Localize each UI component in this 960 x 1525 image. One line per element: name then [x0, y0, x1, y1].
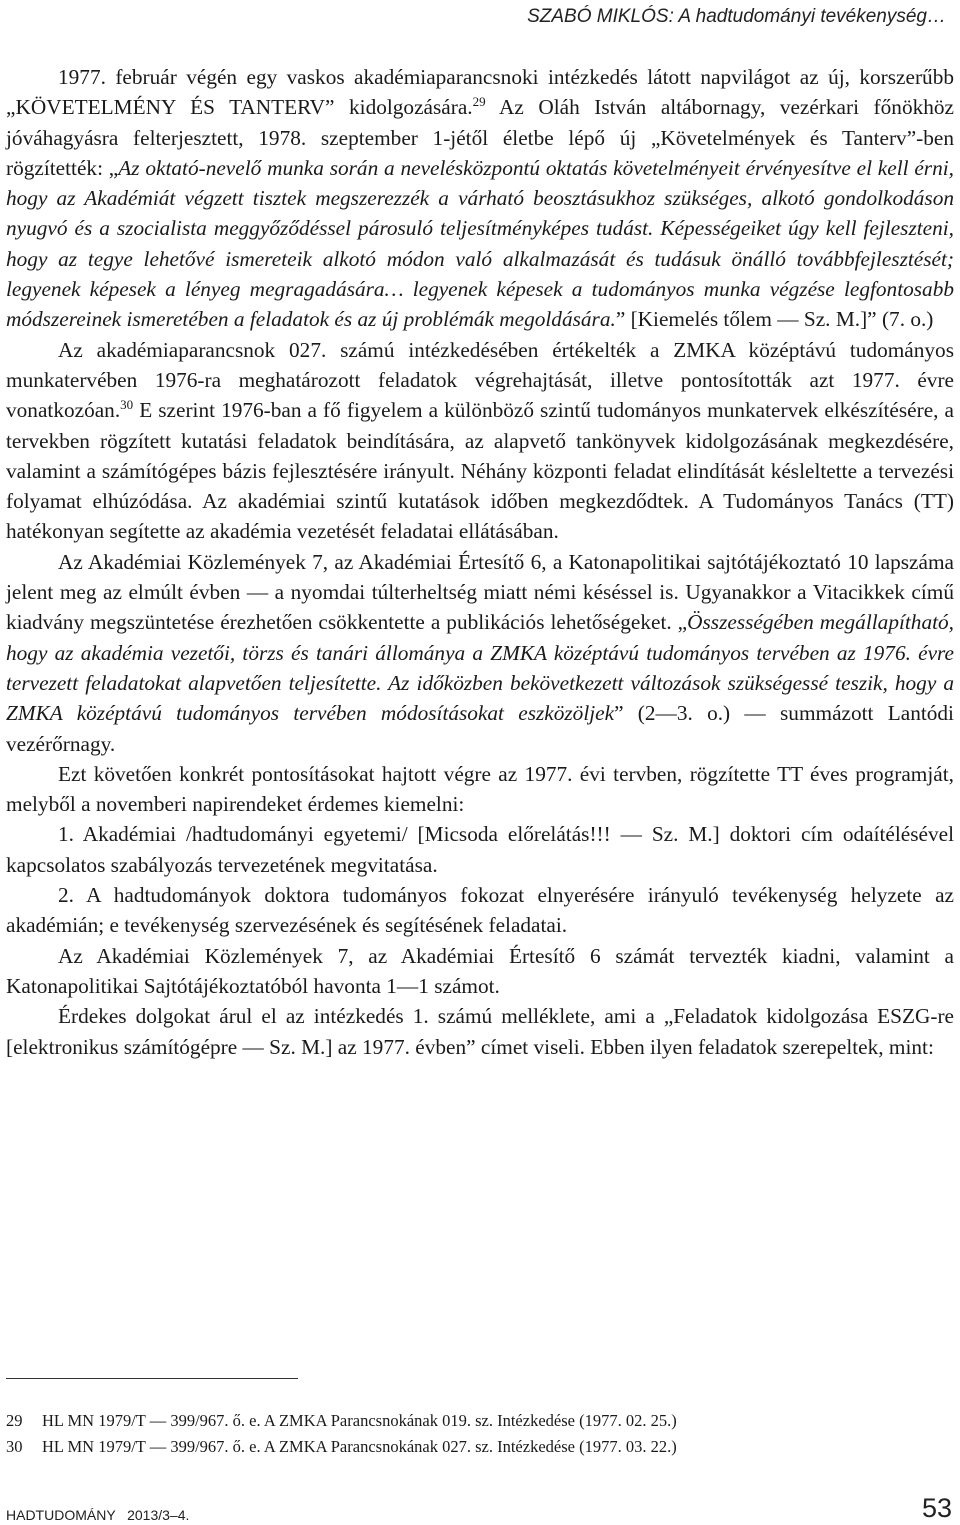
p3-text-a: Az Akadémiai Közlemények 7, az Akadémiai Értesítő 6, a Katonapolitikai sajtótájékoztató 10 lapszáma jelent meg az elmúlt évben — a nyomdai túlterheltség miatt némi késéssel is. Ugyanakkor a Vitacikkek című kiadvány megszüntetése érezhetően csökkentette a publikációs lehetőségeket. „ — [6, 549, 954, 635]
footnote-ref-29[interactable]: 29 — [472, 94, 486, 110]
footnote-number: 29 — [6, 1411, 23, 1430]
p1-italic-quote: Az oktató-nevelő munka során a nevelésközpontú oktatás követelményeit érvényesítve el kell érni, hogy az Akadémiát végzett tisztek megszerezzék a várható beosztásukhoz szükséges, alkotó gondolkodáson nyugvó és a szocialista meggyőződéssel párosuló teljesítményképes tudást. Képességeiket úgy kell fejleszteni, hogy az tegye lehetővé ismereteik alkotó módon való alkalmazását és tudásuk önálló továbbfejlesztését; legyenek képesek a lényeg megragadására… legyenek képesek a tudományos munka végzése legfontosabb módszereinek ismeretében a feladatok és az új problémák megoldására. — [6, 155, 954, 332]
paragraph-7: Az Akadémiai Közlemények 7, az Akadémiai Értesítő 6 számát tervezték kiadni, valamint a Katonapolitikai Sajtótájékoztatóból havonta 1—1 számot. — [6, 943, 954, 998]
running-head: SZABÓ MIKLÓS: A hadtudományi tevékenység… — [527, 6, 946, 27]
p1-text-a: 1977. február végén egy vaskos akadémiaparancsnoki intézkedés látott napvilágot az új, korszerűbb „KÖVETELMÉNY ÉS TANTERV” kidolgozására. — [6, 65, 954, 120]
p3-italic-quote: Összességében megállapítható, hogy az akadémia vezetői, törzs és tanári állománya a ZMKA középtávú tudományos tervében az 1976. évre tervezett feladatokat alapvetően teljesítette. Az időközben bekövetkezett változások szükségessé teszik, hogy a ZMKA középtávú tudományos tervében módosításokat eszközöljek — [6, 610, 954, 726]
footnote-30 — [6, 1434, 954, 1460]
p2-text-a: Az akadémiaparancsnok 027. számú intézkedésében értékelték a ZMKA középtávú tudományos munkatervében 1976-ra meghatározott feladatok végrehajtását, illetve pontosították azt 1977. évre vonatkozóan. — [6, 337, 954, 423]
paragraph-4: Ezt követően konkrét pontosításokat hajtott végre az 1977. évi tervben, rögzítette TT éves programját, melyből a novemberi napirendeket érdemes kiemelni: — [6, 761, 954, 817]
p1-text-b: Az Oláh István altábornagy, vezérkari főnökhöz jóváhagyásra felterjesztett, 1978. szeptember 1-jétől életbe lépő új „Követelmények és Tanterv”-ben rögzítették: „ — [6, 95, 954, 180]
paragraph-3 — [6, 547, 954, 759]
footnotes — [6, 1408, 954, 1460]
footnote-text: HL MN 1979/T — 399/967. ő. e. A ZMKA Parancsnokának 019. sz. Intézkedése (1977. 02. 25.) — [42, 1411, 677, 1430]
footnote-number: 30 — [6, 1437, 23, 1456]
list-item-1: 1. Akadémiai /hadtudományi egyetemi/ [Micsoda előrelátás!!! — Sz. M.] doktori cím odaítélésével kapcsolatos szabályozás tervezetének megvitatása. — [6, 822, 954, 877]
page-number: 53 — [921, 1493, 952, 1523]
p3-text-b: ” (2—3. o.) — summázott Lantódi vezérőrnagy. — [6, 701, 954, 756]
body-text — [6, 62, 954, 1062]
list-item-2: 2. A hadtudományok doktora tudományos fokozat elnyerésére irányuló tevékenység helyzete az akadémián; e tevékenység szervezésének és segítésének feladatai. — [6, 883, 954, 938]
footnote-29 — [6, 1408, 954, 1434]
paragraph-1 — [6, 62, 954, 335]
footnote-text: HL MN 1979/T — 399/967. ő. e. A ZMKA Parancsnokának 027. sz. Intézkedése (1977. 03. 22.) — [42, 1437, 677, 1456]
journal-footer: HADTUDOMÁNY 2013/3–4. — [6, 1507, 190, 1523]
p1-text-c: ” [Kiemelés tőlem — Sz. M.]” (7. o.) — [615, 307, 934, 332]
footnote-divider — [6, 1378, 298, 1379]
paragraph-2 — [6, 335, 954, 547]
p2-text-b: E szerint 1976-ban a fő figyelem a különböző szintű tudományos munkatervek elkészítésére, a tervekben rögzített kutatási feladatok beindítására, az alapvető tankönyvek kidolgozásának megkezdésére, valamint a számítógépes bázis fejlesztésére irányult. Néhány központi feladat elindítását késleltette a tervezési folyamat elhúzódása. Az akadémiai szintű kutatások időben megkezdődtek. A Tudományos Tanács (TT) hatékonyan segítette az akadémia vezetését feladatai ellátásában. — [6, 398, 954, 544]
footnote-ref-30[interactable]: 30 — [120, 397, 134, 413]
paragraph-8: Érdekes dolgokat árul el az intézkedés 1. számú melléklete, ami a „Feladatok kidolgozása ESZG-re [elektronikus számítógépre — Sz. M.] az 1977. évben” címet viseli. Ebben ilyen feladatok szerepeltek, mint: — [6, 1004, 954, 1059]
